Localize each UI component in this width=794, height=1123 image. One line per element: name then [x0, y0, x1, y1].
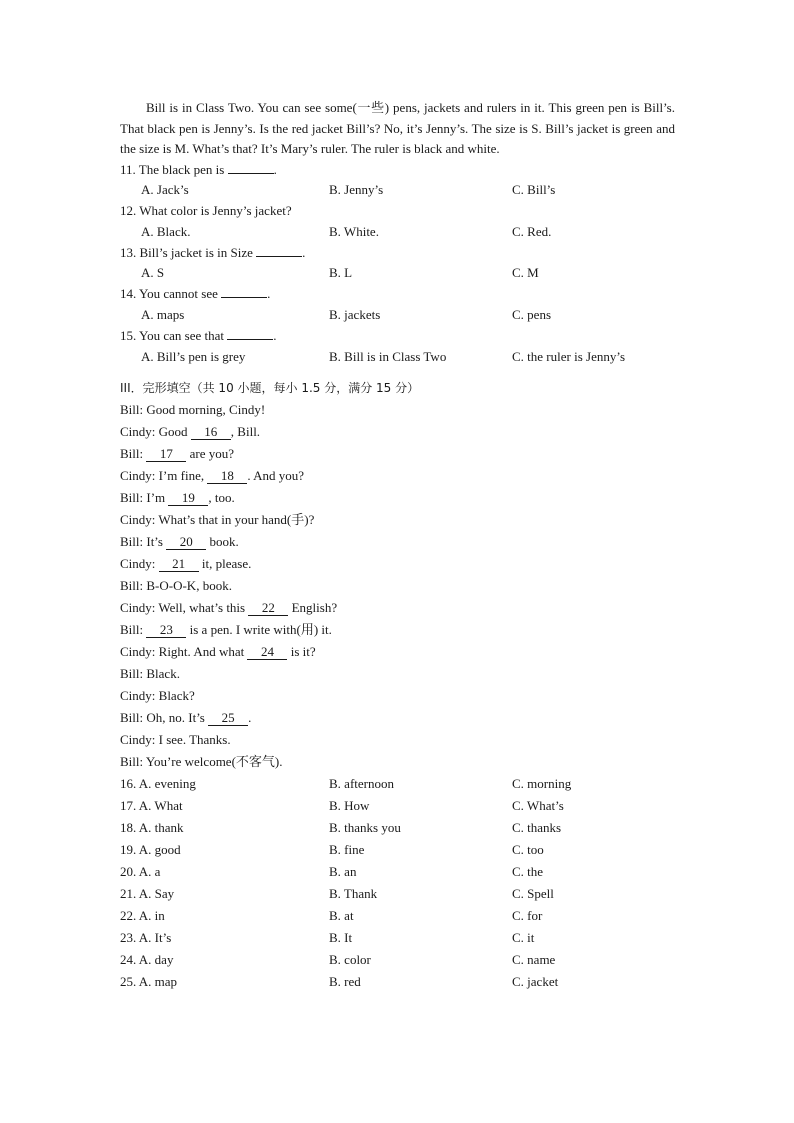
dialogue-text-after: it, please. [198, 556, 252, 572]
option-a: A. S [141, 265, 165, 281]
dialogue-line [120, 597, 675, 619]
dialogue-line [120, 465, 675, 487]
dialogue-text: Cindy: Well, what’s this [120, 600, 249, 616]
option-c: C. pens [512, 307, 551, 323]
dialogue-line [120, 619, 675, 641]
dialogue-text-after: , too. [208, 490, 235, 506]
option-a: A. Black. [141, 223, 191, 239]
dialogue-text-after: is it? [287, 644, 316, 660]
option-a: 21. A. Say [120, 886, 175, 902]
cloze-blank: 19 [168, 491, 208, 506]
cloze-blank: 16 [191, 425, 231, 440]
option-c: C. jacket [512, 974, 559, 990]
option-b: B. fine [329, 842, 365, 858]
option-b: B. Thank [329, 886, 378, 902]
cloze-blank: 25 [208, 711, 248, 726]
option-b: B. an [329, 864, 357, 880]
option-b: B. red [329, 974, 361, 990]
dialogue-text: Cindy: [120, 556, 159, 572]
cloze-option-row [120, 817, 675, 839]
option-c: C. the ruler is Jenny’s [512, 348, 626, 364]
options-line [120, 222, 675, 243]
dialogue-text: Cindy: Black? [120, 688, 195, 704]
dialogue-line [120, 531, 675, 553]
cloze-options [120, 773, 675, 993]
dialogue-text: Bill: It’s [120, 534, 167, 550]
section-title: III．完形填空（共 10 小题，每小 1.5 分，满分 15 分） [120, 381, 420, 396]
dialogue-text-after: . [248, 710, 252, 726]
option-c: C. What’s [512, 798, 564, 814]
dialogue-line [120, 641, 675, 663]
dialogue-text: Cindy: Right. And what [120, 644, 248, 660]
option-b: B. color [329, 952, 371, 968]
dialogue-text: Cindy: Good [120, 424, 191, 440]
dialogue-line [120, 487, 675, 509]
dialogue-text-after: book. [206, 534, 239, 550]
dialogue-line [120, 751, 675, 773]
reading-passage [120, 98, 675, 160]
option-c: C. Bill’s [512, 182, 556, 198]
dialogue-line [120, 553, 675, 575]
option-a: 20. A. a [120, 864, 161, 880]
question-suffix: . [267, 286, 271, 302]
dialogue-text-after: , Bill. [230, 424, 261, 440]
answer-blank [256, 244, 302, 257]
dialogue-line [120, 399, 675, 421]
cloze-blank: 21 [159, 557, 199, 572]
question-line [120, 284, 675, 305]
cloze-option-row [120, 839, 675, 861]
dialogue-text-after: English? [288, 600, 338, 616]
dialogue-line [120, 663, 675, 685]
question-text: 12. What color is Jenny’s jacket? [120, 203, 292, 219]
question-text: 11. The black pen is [120, 161, 225, 177]
option-c: C. Red. [512, 223, 552, 239]
question-text: 15. You can see that [120, 327, 224, 343]
dialogue-text: Bill: Oh, no. It’s [120, 710, 209, 726]
dialogue-text-after: are you? [186, 446, 235, 462]
option-a: 16. A. evening [120, 776, 196, 792]
option-c: C. thanks [512, 820, 562, 836]
cloze-blank: 23 [146, 623, 186, 638]
cloze-option-row [120, 949, 675, 971]
option-a: 25. A. map [120, 974, 178, 990]
dialogue-text: Cindy: I see. Thanks. [120, 732, 231, 748]
dialogue-text: Bill: I’m [120, 490, 169, 506]
dialogue-text: Cindy: What’s that in your hand(手)? [120, 512, 315, 528]
option-b: B. jackets [329, 307, 381, 323]
option-b: B. Jenny’s [329, 182, 384, 198]
option-b: B. White. [329, 223, 379, 239]
option-b: B. How [329, 798, 370, 814]
dialogue-text: Bill: B-O-O-K, book. [120, 578, 232, 594]
option-b: B. afternoon [329, 776, 394, 792]
answer-blank [227, 327, 273, 340]
dialogue-line [120, 575, 675, 597]
cloze-blank: 22 [248, 601, 288, 616]
cloze-blank: 18 [207, 469, 247, 484]
question-suffix: . [273, 327, 277, 343]
option-c: C. Spell [512, 886, 554, 902]
option-c: C. the [512, 864, 544, 880]
cloze-dialogue [120, 399, 675, 773]
option-a: 22. A. in [120, 908, 165, 924]
dialogue-line [120, 509, 675, 531]
dialogue-line [120, 729, 675, 751]
option-b: B. It [329, 930, 353, 946]
option-a: A. Jack’s [141, 182, 189, 198]
cloze-option-row [120, 773, 675, 795]
question-suffix: . [302, 244, 306, 260]
option-c: C. it [512, 930, 535, 946]
question-text: 13. Bill’s jacket is in Size [120, 244, 253, 260]
option-a: A. maps [141, 307, 185, 323]
dialogue-line [120, 421, 675, 443]
options-line [120, 347, 675, 368]
dialogue-text-after: is a pen. I write with(用) it. [186, 622, 332, 638]
option-a: 23. A. It’s [120, 930, 172, 946]
cloze-blank: 24 [247, 645, 287, 660]
cloze-option-row [120, 883, 675, 905]
options-line [120, 263, 675, 284]
options-line [120, 305, 675, 326]
dialogue-text: Cindy: I’m fine, [120, 468, 208, 484]
option-c: C. for [512, 908, 543, 924]
options-line [120, 180, 675, 201]
dialogue-text: Bill: Black. [120, 666, 180, 682]
cloze-blank: 17 [146, 447, 186, 462]
option-b: B. at [329, 908, 354, 924]
option-c: C. too [512, 842, 544, 858]
option-c: C. M [512, 265, 539, 281]
passage-text: Bill is in Class Two. You can see some(一些) pens, jackets and rulers in it. This green pen is Bill’s. That black pen is Jenny’s. Is the red jacket Bill’s? No, it’s Jenny’s. The size is S. Bill’s jacket is green and the size is M. What’s that? It’s Mary’s ruler. The ruler is black and white. [120, 100, 675, 156]
option-a: 17. A. What [120, 798, 183, 814]
cloze-option-row [120, 905, 675, 927]
option-b: B. Bill is in Class Two [329, 348, 447, 364]
option-a: 18. A. thank [120, 820, 184, 836]
question-text: 14. You cannot see [120, 286, 218, 302]
question-line [120, 326, 675, 347]
option-a: A. Bill’s pen is grey [141, 348, 246, 364]
dialogue-text: Bill: You’re welcome(不客气). [120, 754, 283, 770]
answer-blank [228, 161, 274, 174]
reading-questions [120, 160, 675, 368]
answer-blank [221, 285, 267, 298]
question-line [120, 160, 675, 181]
option-c: C. name [512, 952, 556, 968]
dialogue-line [120, 707, 675, 729]
dialogue-text: Bill: [120, 446, 147, 462]
question-line [120, 243, 675, 264]
option-c: C. morning [512, 776, 572, 792]
dialogue-text: Bill: Good morning, Cindy! [120, 402, 266, 418]
option-b: B. L [329, 265, 353, 281]
dialogue-text: Bill: [120, 622, 147, 638]
option-a: 19. A. good [120, 842, 181, 858]
cloze-option-row [120, 927, 675, 949]
cloze-option-row [120, 861, 675, 883]
dialogue-text-after: . And you? [247, 468, 305, 484]
cloze-blank: 20 [166, 535, 206, 550]
option-b: B. thanks you [329, 820, 401, 836]
question-line [120, 201, 675, 222]
worksheet-page [120, 98, 675, 993]
question-suffix: . [273, 161, 277, 177]
dialogue-line [120, 443, 675, 465]
cloze-option-row [120, 795, 675, 817]
cloze-option-row [120, 971, 675, 993]
dialogue-line [120, 685, 675, 707]
option-a: 24. A. day [120, 952, 174, 968]
